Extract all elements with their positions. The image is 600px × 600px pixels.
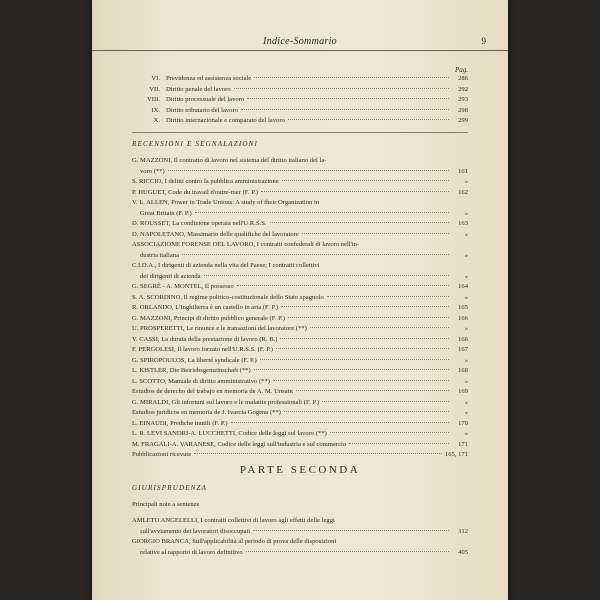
item-text: V. CASSI, La durata della prestazione di lavoro (R. B.) (132, 335, 278, 343)
dot-leader (288, 119, 449, 120)
item-number: VIII. (147, 96, 160, 103)
list-item (132, 167, 468, 178)
dot-leader (241, 109, 449, 110)
list-item (132, 293, 468, 304)
dot-leader (276, 348, 449, 349)
dot-leader (234, 88, 449, 89)
item-text: ASSOCIAZIONE FORENSE DEL LAVORO, I contratti confederali di lavoro nell'in- (132, 241, 360, 248)
dot-leader (253, 530, 449, 531)
item-page: » (464, 398, 468, 406)
toc-section (132, 74, 468, 127)
item-text: Diritto tributario del lavoro (166, 106, 238, 114)
list-item (132, 537, 468, 548)
item-page: » (464, 356, 468, 364)
item-text: L. R. LEVI SANDRI-A. LUCCHETTI, Codice delle leggi sul lavoro (**) (132, 430, 327, 437)
item-text: AMLETO ANGELELLI, I contratti collettivi di lavoro agli effetti delle leggi (132, 517, 335, 524)
document-page (92, 0, 508, 600)
dot-leader (195, 212, 449, 213)
list-item (132, 366, 468, 377)
dot-leader (288, 317, 449, 318)
page-number: 9 (481, 36, 486, 46)
list-item (132, 440, 468, 451)
list-item (132, 335, 468, 346)
item-page: 167 (458, 346, 468, 353)
toc-item (132, 116, 468, 127)
item-page: » (464, 178, 468, 185)
item-text: D. ROUSSET, La condizione operaia nell'U.R.S.S. (132, 220, 267, 227)
item-text: sull'avviamento dei lavoratori disoccupati (140, 527, 251, 535)
item-page: 163 (458, 220, 468, 227)
item-page: » (464, 230, 468, 238)
item-page: 166 (458, 314, 468, 322)
note-sentenze-list (132, 516, 468, 558)
list-item (132, 282, 468, 293)
item-text: voro (**) (140, 167, 165, 175)
item-page: 171 (458, 440, 468, 448)
dot-leader (282, 180, 449, 181)
list-item (132, 356, 468, 367)
item-page: » (464, 272, 468, 280)
dot-leader (204, 275, 449, 276)
item-text: dei dirigenti di azienda (140, 272, 201, 280)
list-item (132, 219, 468, 230)
list-item (132, 377, 468, 388)
item-number: VII. (149, 85, 160, 93)
item-number: IX. (151, 106, 160, 114)
item-page: 162 (458, 188, 468, 196)
dot-leader (284, 411, 449, 412)
item-text: L. KISTLER, Die Betriebsgemeinschaft (**) (132, 367, 251, 374)
item-text: G. MAZZONI, Il contratto di lavoro nel sistema del diritto italiano del la- (132, 157, 327, 164)
item-page: 112 (458, 527, 468, 535)
list-item (132, 527, 468, 538)
list-item (132, 387, 468, 398)
item-text: Pubblicazioni ricevute (132, 451, 192, 458)
dot-leader (254, 369, 449, 370)
intro-line (132, 500, 468, 511)
dot-leader (302, 233, 449, 234)
item-text: L. EINAUDI, Prediche inutili (F. P.) (132, 419, 228, 427)
item-text: M. FRAGALI-A. VARANESE, Codice delle leggi sull'industria e sul commercio (132, 440, 347, 448)
dot-leader (247, 98, 449, 99)
item-text: Previdenza ed assistenza sociale (166, 75, 252, 82)
toc-item (132, 106, 468, 117)
item-text: relative al rapporto di lavoro definitivo (140, 548, 243, 556)
toc-item (132, 85, 468, 96)
item-text: Great Britain (F. P.) (140, 209, 192, 217)
item-page: 299 (458, 117, 468, 124)
list-item (132, 177, 468, 188)
intro-text: Principali note a sentenze (132, 501, 200, 508)
giurisprudenza-heading: GIURISPRUDENZA (132, 484, 208, 492)
item-text: L. SCOTTO, Manuale di diritto amministrativo (**) (132, 377, 270, 385)
item-text: U. PROSPERETTI, Le rinunce e le transazioni del lavoratore (**) (132, 325, 307, 332)
list-item (132, 398, 468, 409)
item-text: Diritto internazionale e comparato del lavoro (166, 117, 285, 124)
item-number: VI. (151, 75, 160, 82)
item-text: G. MAZZONI, Principi di diritto pubblico generale (F. P.) (132, 314, 285, 322)
item-page: » (464, 430, 468, 437)
dot-leader (261, 191, 449, 192)
list-item (132, 408, 468, 419)
item-number: X. (153, 117, 160, 124)
item-page: 293 (458, 96, 468, 103)
dot-leader (310, 327, 449, 328)
section-divider (132, 132, 468, 133)
item-page: 292 (458, 85, 468, 93)
dot-leader (246, 551, 449, 552)
dot-leader (281, 306, 449, 307)
running-title: Indice-Sommario (263, 36, 337, 47)
recensioni-list (132, 156, 468, 461)
item-text: S. A. SCORDINO, Il regime politico-costituzionale dello Stato spagnolo (132, 293, 324, 301)
item-text: D. NAPOLETANO, Massimario delle qualifiche del lavoratore (132, 230, 299, 238)
page-header (92, 34, 508, 51)
item-page: 166 (458, 335, 468, 343)
dot-leader (254, 77, 449, 78)
item-page: 168 (458, 367, 468, 374)
dot-leader (237, 285, 449, 286)
item-page: 286 (458, 75, 468, 82)
pag-label: Pag. (454, 66, 468, 74)
item-text: Estudios de derecho del trabajo en memoria de A. M. Unsain (132, 388, 293, 395)
list-item (132, 419, 468, 430)
list-item (132, 251, 468, 262)
dot-leader (273, 380, 449, 381)
dot-leader (270, 222, 449, 223)
item-text: Diritto penale del lavoro (166, 85, 231, 93)
list-item (132, 198, 468, 209)
item-page: 161 (458, 167, 468, 175)
dot-leader (330, 432, 449, 433)
parte-seconda-heading: PARTE SECONDA (239, 464, 361, 476)
list-item (132, 240, 468, 251)
list-item (132, 261, 468, 272)
item-text: F. PERGOLESI, Il lavoro forzato nell'U.R.S.S. (F. P.) (132, 346, 273, 353)
list-item (132, 209, 468, 220)
list-item (132, 156, 468, 167)
dot-leader (231, 422, 449, 423)
item-text: Estudios juridicos en memoria de J. Ivarcia Gogena (**) (132, 409, 281, 416)
item-page: » (464, 409, 468, 416)
item-text: G. MIRALDI, Gli infortuni sul lavoro e le malattie professionali (F. P.) (132, 398, 320, 406)
dot-leader (260, 359, 449, 360)
item-text: GIORGIO BRANCA, Sull'applicabilità al periodo di prova delle disposizioni (132, 538, 337, 545)
list-item (132, 314, 468, 325)
item-page: 405 (458, 548, 468, 556)
item-page: » (464, 251, 468, 259)
list-item (132, 230, 468, 241)
item-text: P. HUGUET, Code du travail d'outre-mer (F. P.) (132, 188, 258, 196)
item-page: » (464, 209, 468, 217)
item-page: » (464, 325, 468, 332)
item-page: 298 (458, 106, 468, 114)
recensioni-heading: RECENSIONI E SEGNALAZIONI (132, 140, 259, 148)
list-item (132, 548, 468, 559)
item-text: S. RICCIO, I delitti contro la pubblica amministrazione (132, 178, 279, 185)
dot-leader (182, 254, 449, 255)
dot-leader (296, 390, 449, 391)
list-item (132, 345, 468, 356)
dot-leader (280, 338, 449, 339)
dot-leader (349, 443, 449, 444)
list-item (132, 429, 468, 440)
list-item (132, 188, 468, 199)
item-text: dustria italiana (140, 251, 179, 259)
item-page: 164 (458, 283, 468, 290)
toc-item (132, 74, 468, 85)
dot-leader (327, 296, 449, 297)
item-text: C.I.D.A., I dirigenti di azienda nella vita del Paese; I contratti collettivi (132, 262, 320, 269)
item-page: 169 (458, 388, 468, 395)
item-page: 165 (458, 304, 468, 311)
list-item (132, 272, 468, 283)
item-page: 165, 171 (444, 451, 468, 458)
item-text: R. ORLANDO, L'Inghilterra è un castello in aria (F. P.) (132, 304, 279, 311)
list-item (132, 516, 468, 527)
dot-leader (322, 401, 449, 402)
toc-item (132, 95, 468, 106)
item-text: Diritto processuale del lavoro (166, 96, 245, 103)
dot-leader (194, 453, 442, 454)
list-item (132, 450, 468, 461)
item-page: 170 (458, 419, 468, 427)
item-text: G. SPIROPOULOS, La liberté syndicale (F. P.) (132, 356, 257, 364)
item-text: G. SEGRÈ - A. MONTEL, Il possesso (132, 283, 234, 290)
list-item (132, 324, 468, 335)
list-item (132, 303, 468, 314)
item-page: » (464, 293, 468, 301)
item-text: V. L. ALLEN, Power in Trade Unions: A study of their Organization in (132, 199, 320, 206)
item-page: » (464, 377, 468, 385)
dot-leader (168, 170, 449, 171)
